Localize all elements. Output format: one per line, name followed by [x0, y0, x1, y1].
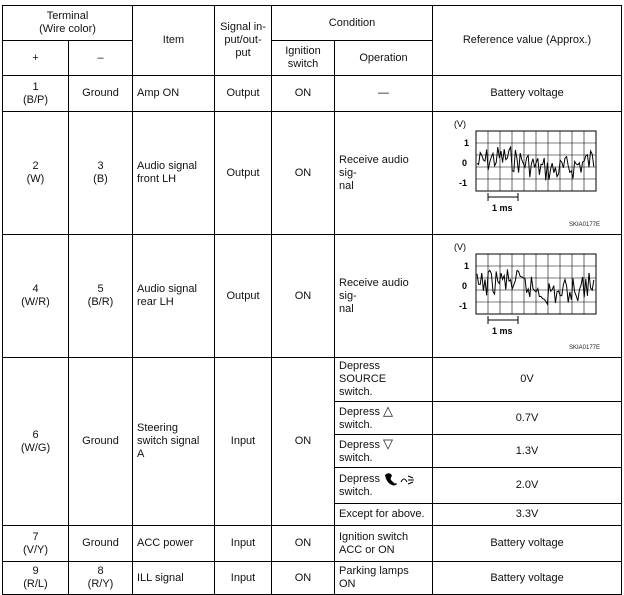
operation-cell [335, 402, 433, 435]
signal-header [215, 6, 272, 76]
down-triangle-icon: ▽ [383, 436, 394, 451]
reference-cell: 3.3V [433, 504, 622, 526]
operation-line: nal [339, 179, 354, 192]
waveform-y-mid: 0 [462, 158, 468, 168]
oscilloscope-waveform [452, 240, 602, 352]
item-cell [133, 358, 215, 526]
item-line: Steering [137, 422, 178, 434]
table-row [3, 358, 622, 402]
item-line: A [137, 448, 145, 460]
table-row [3, 76, 622, 112]
reference-cell: 0.7V [433, 402, 622, 435]
plus-terminal-number: 6 [32, 428, 39, 441]
operation-line: ACC or ON [339, 543, 395, 556]
minus-terminal-color: (B/R) [87, 296, 114, 308]
operation-cell [335, 358, 433, 402]
plus-terminal-cell [3, 562, 69, 595]
signal-cell: Output [215, 76, 272, 112]
reference-header: Reference value (Approx.) [433, 6, 622, 76]
waveform-trace [477, 147, 594, 180]
plus-terminal-color: (W) [26, 173, 45, 185]
up-triangle-icon: △ [383, 403, 394, 418]
operation-line: switch. [339, 386, 373, 398]
operation-line: Receive audio sig- [339, 276, 409, 302]
reference-cell: Battery voltage [433, 526, 622, 562]
plus-terminal-color: (R/L) [23, 578, 48, 590]
item-line: rear LH [137, 296, 174, 308]
signal-header-line2: put/out- [224, 34, 262, 46]
signal-cell: Input [215, 526, 272, 562]
operation-line: switch. [339, 486, 373, 498]
reference-cell: 0V [433, 358, 622, 402]
item-line: Audio signal [137, 283, 197, 295]
operation-cell: Parking lamps ON [335, 562, 433, 595]
plus-terminal-number: 2 [32, 160, 39, 172]
waveform-figure-code: SKIA0177E [568, 345, 601, 351]
waveform-time-label: 1 ms [492, 203, 513, 213]
minus-header: – [69, 41, 133, 76]
terminal-header [3, 6, 133, 41]
plus-terminal-color: (W/G) [20, 441, 51, 454]
table-row [3, 526, 622, 562]
waveform-figure-code: SKIA0177E [568, 222, 601, 228]
plus-terminal-cell [3, 112, 69, 235]
operation-cell [335, 435, 433, 468]
minus-terminal-number: 3 [97, 160, 104, 172]
operation-cell [335, 468, 433, 504]
operation-line: Depress SOURCE [339, 360, 387, 385]
plus-terminal-cell [3, 358, 69, 526]
plus-terminal-number: 9 [32, 565, 39, 577]
waveform-unit-label: (V) [454, 119, 467, 129]
operation-cell: — [335, 76, 433, 112]
plus-header: + [3, 41, 69, 76]
minus-terminal-cell [69, 562, 133, 595]
minus-terminal-number: 8 [97, 565, 104, 577]
operation-header: Operation [335, 41, 433, 76]
minus-terminal-cell: Ground [69, 526, 133, 562]
minus-terminal-cell: Ground [69, 76, 133, 112]
ignition-cell: ON [272, 76, 335, 112]
signal-header-line3: put [235, 47, 251, 59]
minus-terminal-number: 5 [97, 283, 104, 295]
waveform-y-top: 1 [464, 138, 470, 148]
item-cell: ILL signal [133, 562, 215, 595]
item-header: Item [133, 6, 215, 76]
signal-header-line1: Signal in- [220, 21, 266, 33]
operation-prefix: Depress [339, 439, 380, 451]
waveform-y-top: 1 [464, 261, 470, 271]
minus-terminal-color: (B) [93, 173, 108, 185]
waveform-time-label: 1 ms [492, 326, 513, 336]
ignition-cell: ON [272, 112, 335, 235]
plus-terminal-cell [3, 235, 69, 358]
item-cell [133, 112, 215, 235]
signal-cell: Output [215, 112, 272, 235]
plus-terminal-color: (V/Y) [22, 543, 49, 556]
waveform-y-bot: -1 [459, 301, 468, 311]
plus-terminal-cell [3, 76, 69, 112]
terminal-spec-table [2, 5, 622, 595]
oscilloscope-waveform [452, 117, 602, 229]
item-line: switch signal [137, 435, 200, 447]
operation-suffix: switch. [339, 419, 373, 431]
minus-terminal-cell [69, 112, 133, 235]
plus-terminal-cell [3, 526, 69, 562]
wire-color-header-label: (Wire color) [39, 23, 96, 35]
reference-cell: Battery voltage [433, 76, 622, 112]
item-cell: ACC power [133, 526, 215, 562]
terminal-header-label: Terminal [46, 10, 89, 22]
plus-terminal-number: 7 [32, 530, 39, 543]
waveform-trace [477, 269, 594, 304]
phone-voice-icon [383, 472, 417, 486]
ignition-cell: ON [272, 358, 335, 526]
item-cell [133, 235, 215, 358]
ignition-cell: ON [272, 526, 335, 562]
waveform-unit-label: (V) [454, 242, 467, 252]
operation-line: Ignition switch [339, 530, 409, 543]
signal-cell: Input [215, 562, 272, 595]
ignition-header-line1: Ignition [285, 45, 321, 57]
signal-cell: Input [215, 358, 272, 526]
ignition-header [272, 41, 335, 76]
item-line: front LH [137, 173, 177, 185]
operation-prefix: Depress [339, 472, 380, 485]
reference-cell: 2.0V [433, 468, 622, 504]
plus-terminal-number: 4 [32, 283, 39, 295]
item-line: Audio signal [137, 160, 197, 172]
table-row [3, 112, 622, 235]
waveform-y-bot: -1 [459, 178, 468, 188]
operation-suffix: switch. [339, 452, 373, 464]
minus-terminal-color: (R/Y) [87, 578, 114, 590]
plus-terminal-number: 1 [32, 80, 39, 93]
reference-waveform-cell [433, 235, 622, 358]
operation-cell [335, 112, 433, 235]
item-cell: Amp ON [133, 76, 215, 112]
ignition-header-line2: switch [287, 58, 319, 70]
table-row [3, 562, 622, 595]
minus-terminal-cell: Ground [69, 358, 133, 526]
plus-terminal-color: (W/R) [21, 296, 50, 308]
signal-cell: Output [215, 235, 272, 358]
reference-cell: Battery voltage [433, 562, 622, 595]
plus-terminal-color: (B/P) [22, 93, 49, 106]
condition-header: Condition [272, 6, 433, 41]
ignition-cell: ON [272, 235, 335, 358]
operation-prefix: Depress [339, 406, 380, 418]
operation-cell [335, 235, 433, 358]
reference-waveform-cell [433, 112, 622, 235]
ignition-cell: ON [272, 562, 335, 595]
reference-cell: 1.3V [433, 435, 622, 468]
operation-cell: Except for above. [335, 504, 433, 526]
operation-cell [335, 526, 433, 562]
minus-terminal-cell [69, 235, 133, 358]
table-row [3, 235, 622, 358]
operation-line: nal [339, 302, 354, 315]
operation-line: Receive audio sig- [339, 153, 409, 179]
waveform-y-mid: 0 [462, 281, 468, 291]
